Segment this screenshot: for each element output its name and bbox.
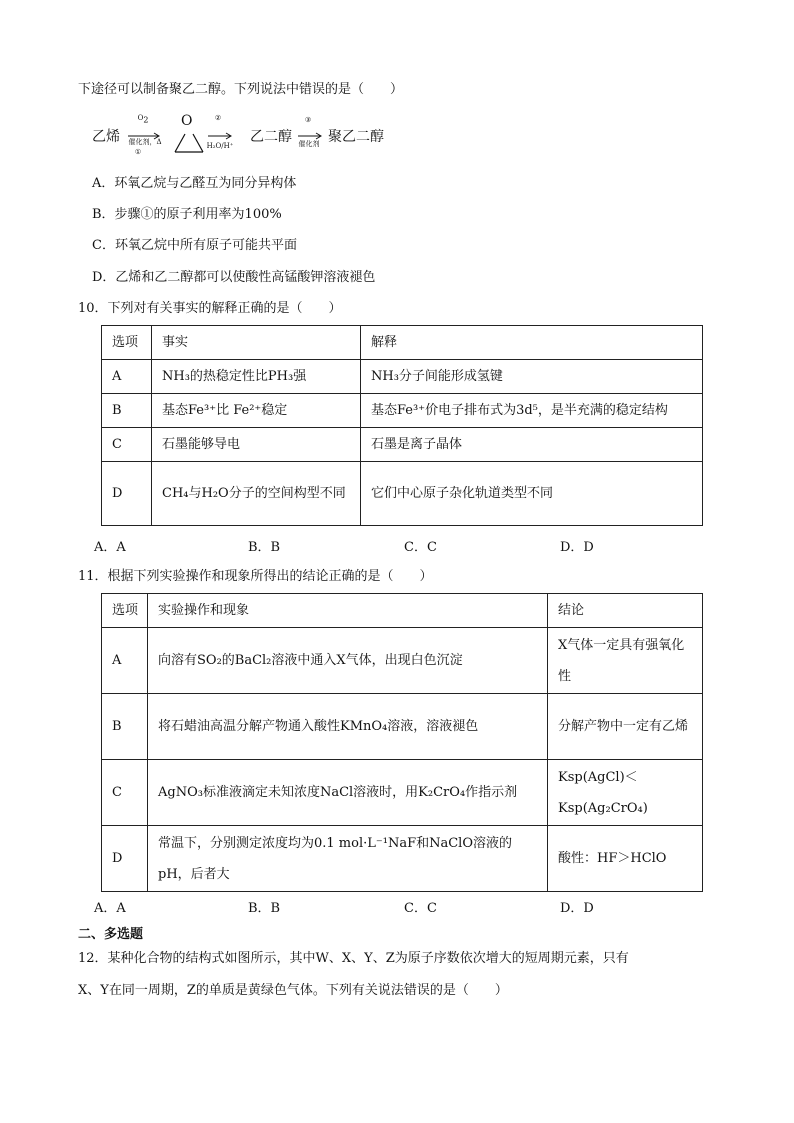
answer-c: C．C [404,901,437,916]
arrow3-icon [298,132,324,140]
row-option: A [102,628,148,694]
q11-table [101,593,703,892]
row-conclusion: Ksp(AgCl)＜Ksp(Ag₂CrO₄) [548,760,703,826]
table-row [102,394,703,428]
row-fact: CH₄与H₂O分子的空间构型不同 [152,462,361,526]
answer-c: C．C [404,540,437,555]
reaction-scheme [92,110,412,162]
arrow2-reagent: H₂O/H⁺ [206,142,234,150]
table-row [102,826,703,892]
table-header-row [102,326,703,360]
answer-b: B．B [248,901,281,916]
arrow1-step: ① [134,148,142,156]
q10-table [101,325,703,526]
epoxide-oxygen: O [181,113,193,129]
answer-d: D．D [560,901,594,916]
table-row [102,462,703,526]
answer-d: D．D [560,540,594,555]
row-fact: 基态Fe³⁺比 Fe²⁺稳定 [152,394,361,428]
table-row [102,628,703,694]
table-row [102,360,703,394]
q9-intro: 下途径可以制备聚乙二醇。下列说法中错误的是（ ） [78,82,404,97]
arrow3-step: ③ [304,116,312,124]
header-explain: 解释 [361,326,703,360]
q9-option-a: A．环氧乙烷与乙醛互为同分异构体 [92,176,297,191]
product-polyglycol: 聚乙二醇 [328,129,384,145]
q11-stem: 11．根据下列实验操作和现象所得出的结论正确的是（ ） [78,569,433,584]
row-operation: AgNO₃标准液滴定未知浓度NaCl溶液时，用K₂CrO₄作指示剂 [148,760,548,826]
answer-a: A．A [94,540,126,555]
row-option: D [102,826,148,892]
table-row [102,428,703,462]
row-explain: 它们中心原子杂化轨道类型不同 [361,462,703,526]
row-option: C [102,428,152,462]
table-header-row [102,594,703,628]
row-option: B [102,394,152,428]
arrow1-catalyst: 催化剂，Δ [128,138,162,146]
row-option: D [102,462,152,526]
row-explain: NH₃分子间能形成氢键 [361,360,703,394]
answer-b: B．B [248,540,281,555]
reactant-ethylene: 乙烯 [92,129,120,145]
header-operation: 实验操作和现象 [148,594,548,628]
q9-option-d: D．乙烯和乙二醇都可以使酸性高锰酸钾溶液褪色 [92,270,376,285]
row-option: B [102,694,148,760]
row-explain: 基态Fe³⁺价电子排布式为3d⁵，是半充满的稳定结构 [361,394,703,428]
row-conclusion: X气体一定具有强氧化性 [548,628,703,694]
row-operation: 常温下，分别测定浓度均为0.1 mol·L⁻¹NaF和NaClO溶液的pH，后者大 [148,826,548,892]
q10-answers [94,536,654,556]
section-title: 二、多选题 [78,927,144,942]
row-conclusion: 分解产物中一定有乙烯 [548,694,703,760]
header-conclusion: 结论 [548,594,703,628]
row-option: A [102,360,152,394]
table-row [102,760,703,826]
q11-answers [94,897,654,917]
header-option: 选项 [102,594,148,628]
q12-line1: 12．某种化合物的结构式如图所示，其中W、X、Y、Z为原子序数依次增大的短周期元素，只有 [78,951,629,966]
row-conclusion: 酸性：HF＞HClO [548,826,703,892]
row-option: C [102,760,148,826]
q12-line2: X、Y在同一周期，Z的单质是黄绿色气体。下列有关说法错误的是（ ） [78,983,508,998]
header-fact: 事实 [152,326,361,360]
table-row [102,694,703,760]
row-fact: 石墨能够导电 [152,428,361,462]
row-operation: 将石蜡油高温分解产物通入酸性KMnO₄溶液，溶液褪色 [148,694,548,760]
q9-option-c: C．环氧乙烷中所有原子可能共平面 [92,238,297,253]
arrow2-icon [208,132,234,140]
q10-stem: 10．下列对有关事实的解释正确的是（ ） [78,301,342,316]
q9-option-b: B．步骤①的原子利用率为100% [92,207,282,222]
row-operation: 向溶有SO₂的BaCl₂溶液中通入X气体，出现白色沉淀 [148,628,548,694]
header-option: 选项 [102,326,152,360]
arrow1-top-label: $O_2$ [137,114,149,125]
row-explain: 石墨是离子晶体 [361,428,703,462]
row-fact: NH₃的热稳定性比PH₃强 [152,360,361,394]
answer-a: A．A [94,901,126,916]
intermediate-glycol: 乙二醇 [250,129,292,145]
arrow2-step: ② [214,114,222,122]
arrow3-catalyst: 催化剂 [298,140,320,148]
